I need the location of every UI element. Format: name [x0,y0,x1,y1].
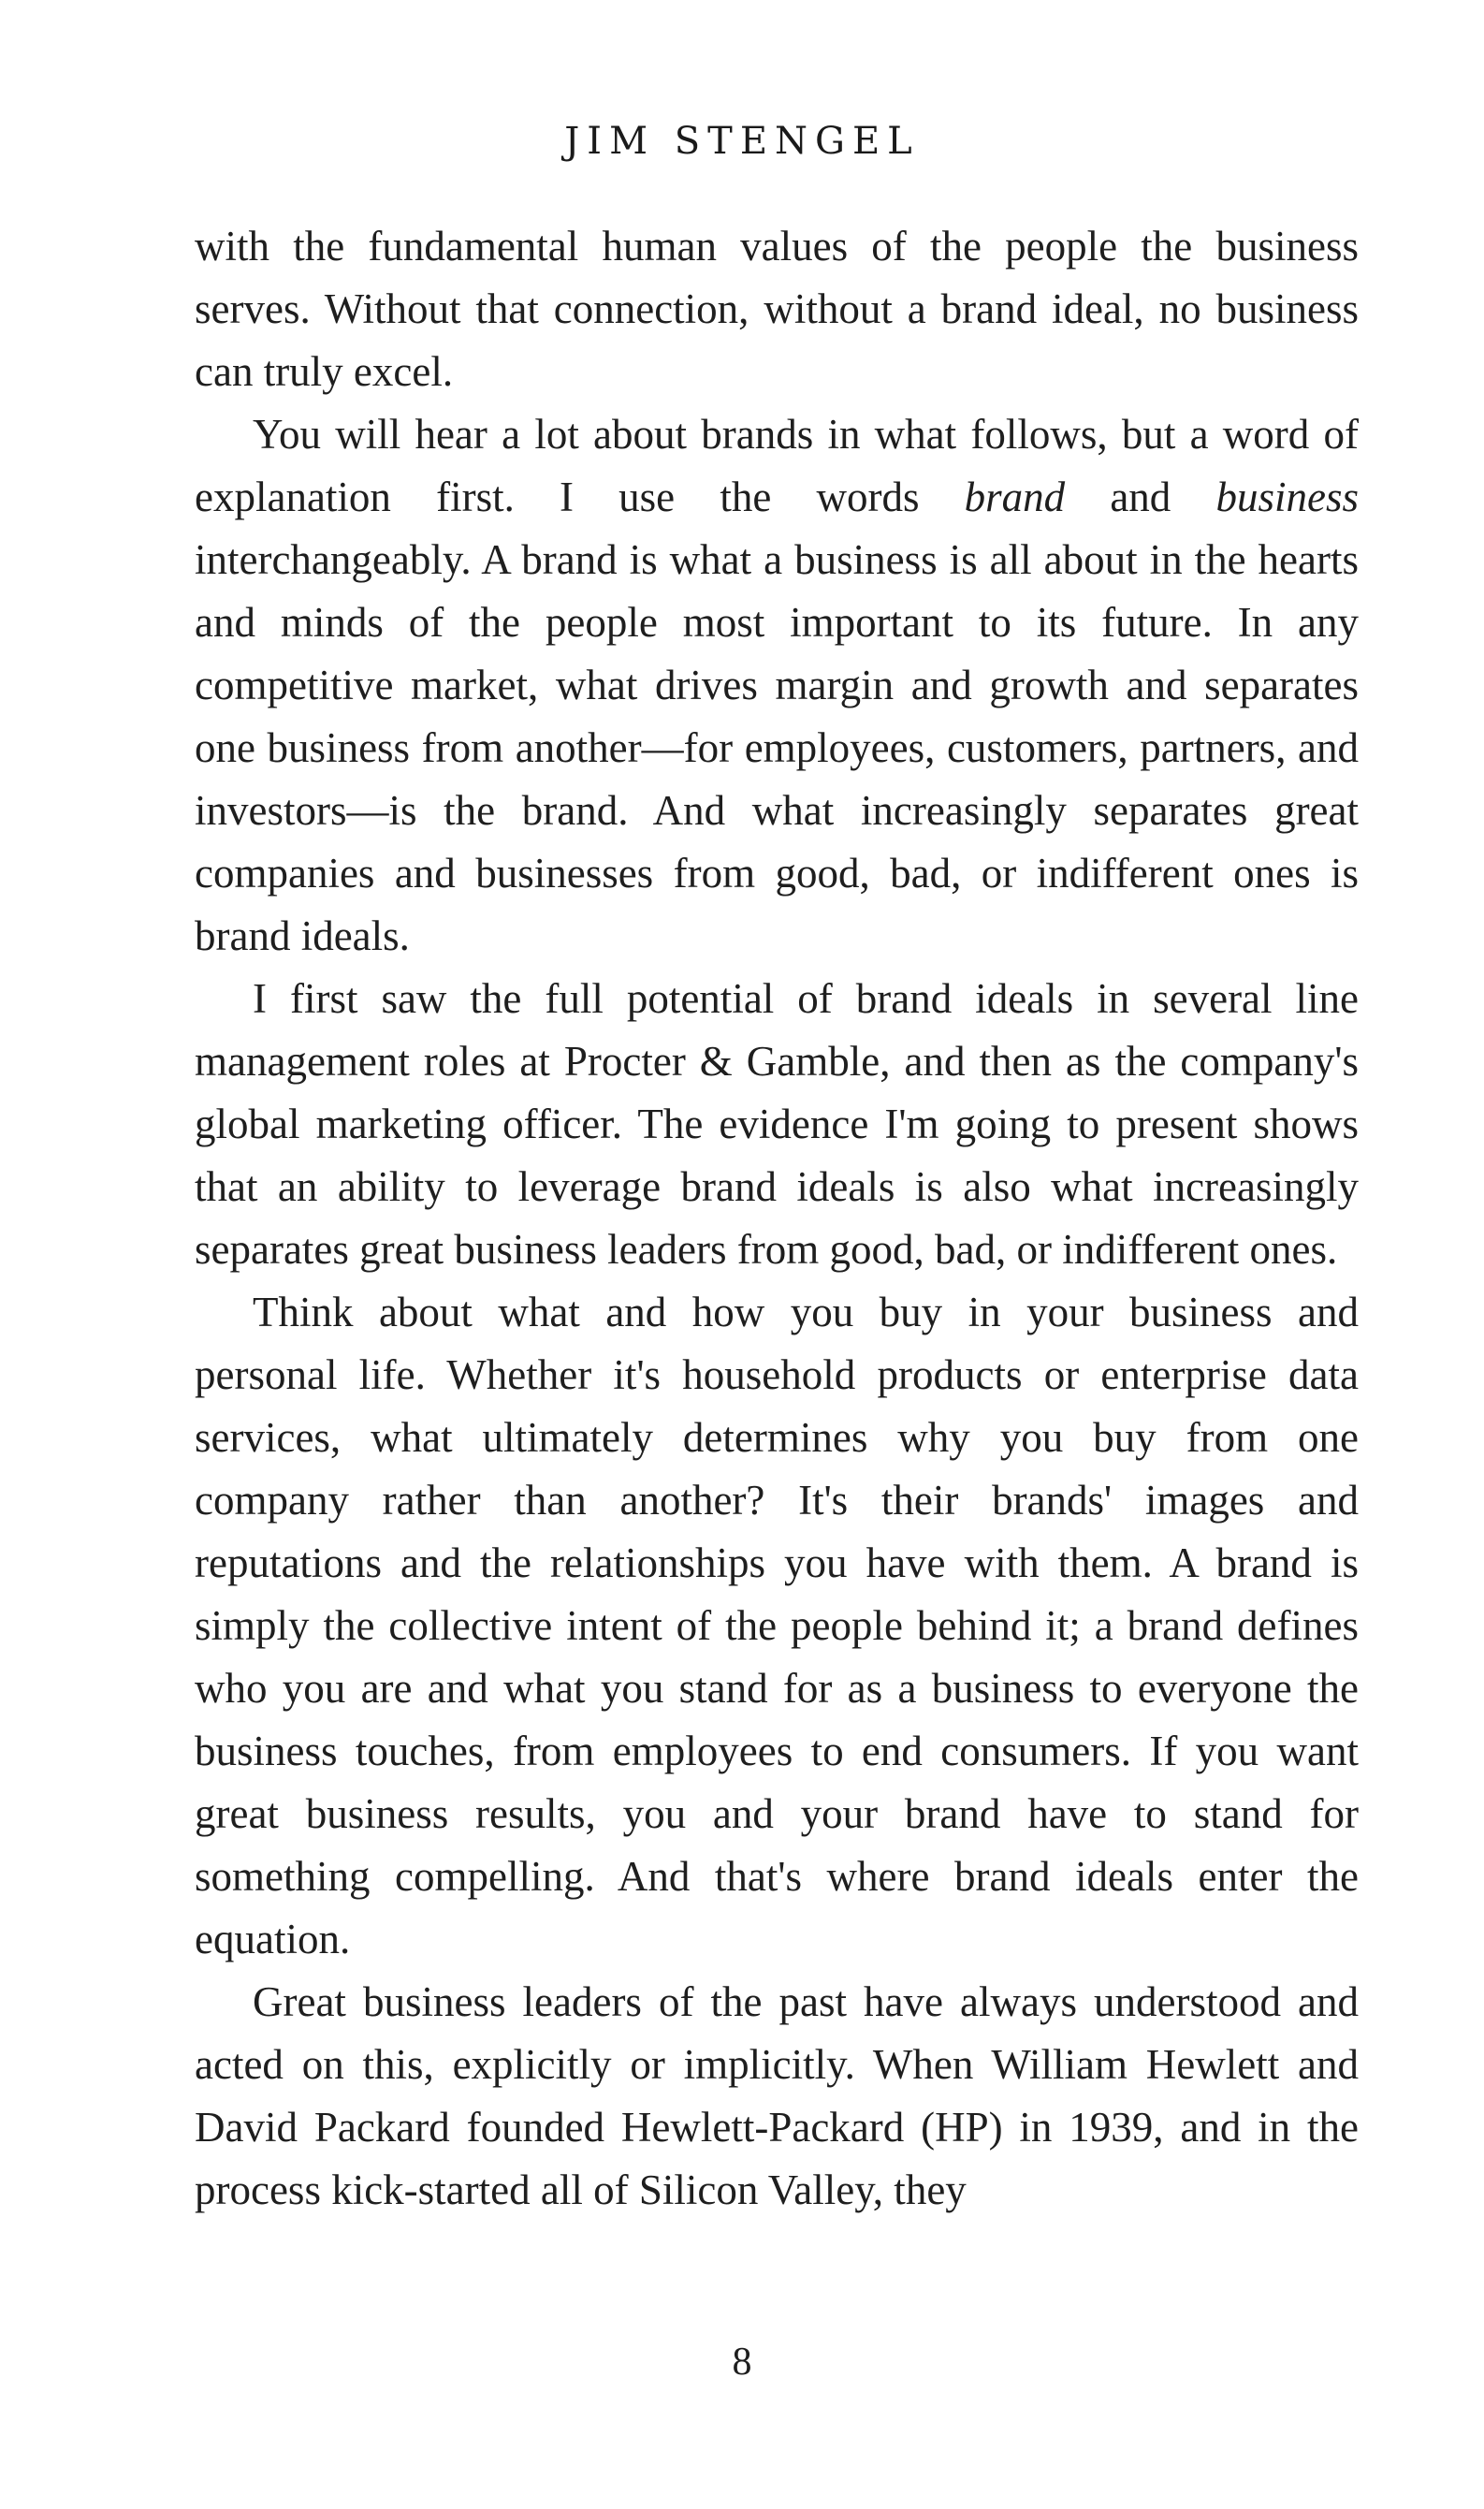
paragraph-5: Great business leaders of the past have always understood and acted on this, explicitly or implicitly. When William Hewlett and David Packard founded Hewlett-Packard (HP) in 1939, and in the process kick-started all of Silicon Valley, they [195,1978,1359,2213]
paragraph-2-part-2: and [1065,474,1216,520]
body-text [195,215,1359,2222]
paragraph-2 [195,403,1359,968]
paragraph-4: Think about what and how you buy in your business and personal life. Whether it's household products or enterprise data services, what ultimately determines why you buy from one company rather than another? It's their brands' images and reputations and the relationships you have with them. A brand is simply the collective intent of the people behind it; a brand defines who you are and what you stand for as a business to everyone the business touches, from employees to end consumers. If you want great business results, you and your brand have to stand for something compelling. And that's where brand ideals enter the equation. [195,1289,1359,1962]
running-head: JIM STENGEL [564,120,920,163]
term-business: business [1215,474,1359,520]
page-number: 8 [732,2341,752,2384]
term-brand: brand [964,474,1066,520]
paragraph-3: I first saw the full potential of brand ideals in several line management roles at Procter & Gamble, and then as the company's global marketing officer. The evidence I'm going to present shows that an ability to leverage brand ideals is also what increasingly separates great business leaders from good, bad, or indifferent ones. [195,975,1359,1273]
paragraph-2-part-3: interchangeably. A brand is what a business is all about in the hearts and minds of the people most important to its future. In any competitive market, what drives margin and growth and separates one business from another—for employees, customers, partners, and investors—is the brand. And what increasingly separates great companies and businesses from good, bad, or indifferent ones is brand ideals. [195,536,1359,959]
paragraph-2-part-1: You will hear a lot about brands in what follows, but a word of explanation first. I use the words [195,411,1359,520]
paragraph-1: with the fundamental human values of the people the business serves. Without that connection, without a brand ideal, no business can truly excel. [195,223,1359,395]
